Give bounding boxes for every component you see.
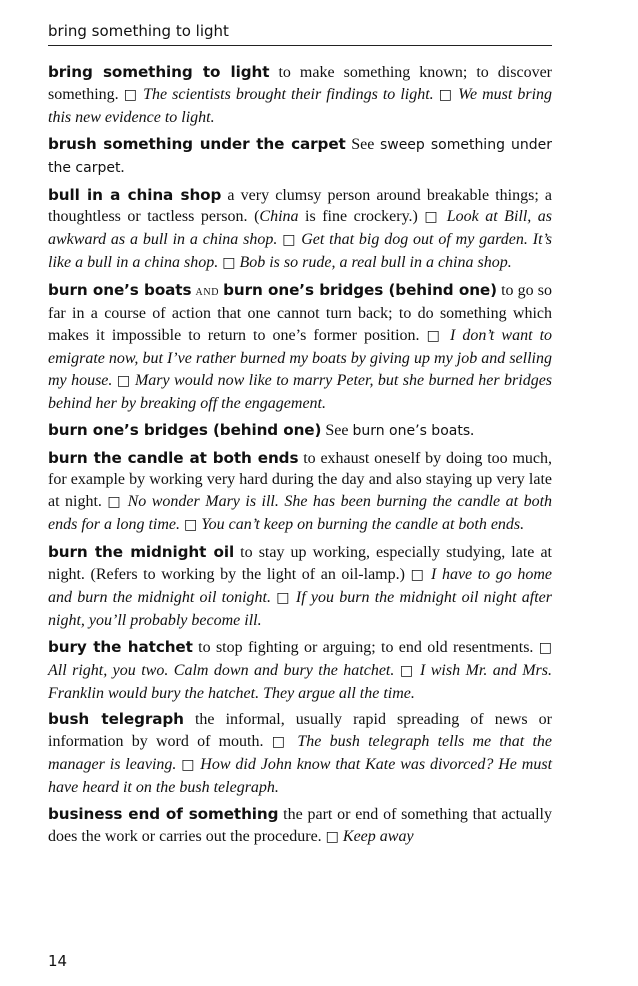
see-label: See [351, 135, 375, 153]
example-box-icon: □ [538, 639, 553, 656]
example: Get that big dog out of my garden. It’s like a bull in a china shop. [48, 231, 553, 272]
headword-variant: burn one’s bridges (behind one) [223, 281, 497, 300]
example-box-icon: □ [410, 567, 426, 584]
dictionary-entry [48, 185, 552, 276]
see-label: See [325, 421, 349, 439]
definition: the informal, usually rapid spreading of news or information by word of mouth. [48, 711, 553, 751]
definition: to make something known; to discover something. [48, 64, 553, 103]
example: Look at Bill, as awkward as a bull in a china shop. [48, 208, 553, 249]
entries-column [48, 62, 552, 854]
and-label: and [195, 284, 220, 300]
dictionary-entry [48, 637, 552, 705]
dictionary-entry [48, 542, 552, 632]
example-box-icon: □ [424, 209, 441, 226]
headword: bush telegraph [48, 710, 184, 729]
example: We must bring this new evidence to light. [48, 85, 553, 126]
example-box-icon: □ [325, 829, 339, 845]
usage-note-open: ( [254, 208, 260, 226]
example: The bush telegraph tells me that the manager is leaving. [48, 733, 553, 774]
example-box-icon: □ [181, 757, 196, 774]
example: How did John know that Kate was divorced? He must have heard it on the bush telegraph. [48, 756, 553, 797]
example-box-icon: □ [107, 494, 123, 511]
cross-reference: burn one’s boats [352, 422, 471, 439]
example: The scientists brought their findings to light. [143, 85, 434, 103]
example: No wonder Mary is ill. She has been burning the candle at both ends for a long time. [48, 493, 553, 534]
headword: burn the candle at both ends [48, 448, 299, 467]
headword: burn one’s boats [48, 281, 192, 300]
example: I wish Mr. and Mrs. Franklin would bury the hatchet. They argue all the time. [48, 661, 553, 702]
cross-reference: sweep something under the carpet [48, 136, 552, 176]
example: Bob is so rude, a real bull in a china shop. [239, 254, 512, 272]
example: Keep away [342, 828, 414, 845]
usage-note-term: China [259, 208, 299, 226]
example: Mary would now like to marry Peter, but she burned her bridges behind her by breaking off the engagement. [48, 371, 553, 412]
headword: bull in a china shop [48, 185, 222, 204]
example: If you burn the midnight oil night after night, you’ll probably become ill. [48, 588, 553, 629]
usage-note: is fine crockery.) [298, 208, 418, 226]
running-head: bring something to light [48, 22, 552, 46]
dictionary-entry [48, 62, 552, 129]
example: I don’t want to emigrate now, but I’ve rather burned my boats by giving up my job and selling my house. [48, 326, 553, 389]
definition: the part or end of something that actually does the work or carries out the procedure. [48, 806, 553, 845]
definition: to stay up working, especially studying, late at night. (Refers to working by the light of an oil-lamp.) [48, 544, 553, 584]
example-box-icon: □ [116, 372, 131, 389]
example-box-icon: □ [276, 589, 291, 606]
example-box-icon: □ [399, 662, 415, 679]
dictionary-entry [48, 134, 552, 180]
example-box-icon: □ [282, 232, 297, 249]
dictionary-entry [48, 804, 552, 849]
example-box-icon: □ [426, 327, 443, 344]
dictionary-entry [48, 420, 552, 443]
dictionary-entry [48, 709, 552, 799]
example: All right, you two. Calm down and bury the hatchet. [48, 661, 395, 679]
dictionary-entry [48, 280, 552, 414]
headword: brush something under the carpet [48, 134, 346, 153]
example-box-icon: □ [222, 255, 236, 272]
example-box-icon: □ [271, 734, 290, 751]
definition: to go so far in a course of action that one cannot turn back; to do something which makes it impossible to return to one’s former position. [48, 282, 553, 344]
example: You can’t keep on burning the candle at both ends. [201, 516, 525, 534]
headword: bring something to light [48, 63, 270, 81]
example-box-icon: □ [438, 86, 454, 103]
page-number: 14 [48, 952, 68, 970]
dictionary-entry [48, 448, 552, 538]
example: I have to go home and burn the midnight oil tonight. [48, 566, 553, 606]
example-box-icon: □ [184, 517, 198, 534]
headword: bury the hatchet [48, 637, 193, 656]
entry-end: . [120, 158, 125, 176]
definition: a very clumsy person around breakable things; a thoughtless or tactless person. [48, 186, 553, 226]
entry-end: . [470, 421, 475, 439]
headword: business end of something [48, 805, 279, 824]
definition: to stop fighting or arguing; to end old resentments. [198, 638, 534, 656]
headword: burn one’s bridges (behind one) [48, 420, 322, 439]
headword: burn the midnight oil [48, 543, 235, 562]
definition: to exhaust oneself by doing too much, for example by working very hard during the day and also staying up very late at night. [48, 449, 553, 511]
example-box-icon: □ [123, 86, 139, 103]
